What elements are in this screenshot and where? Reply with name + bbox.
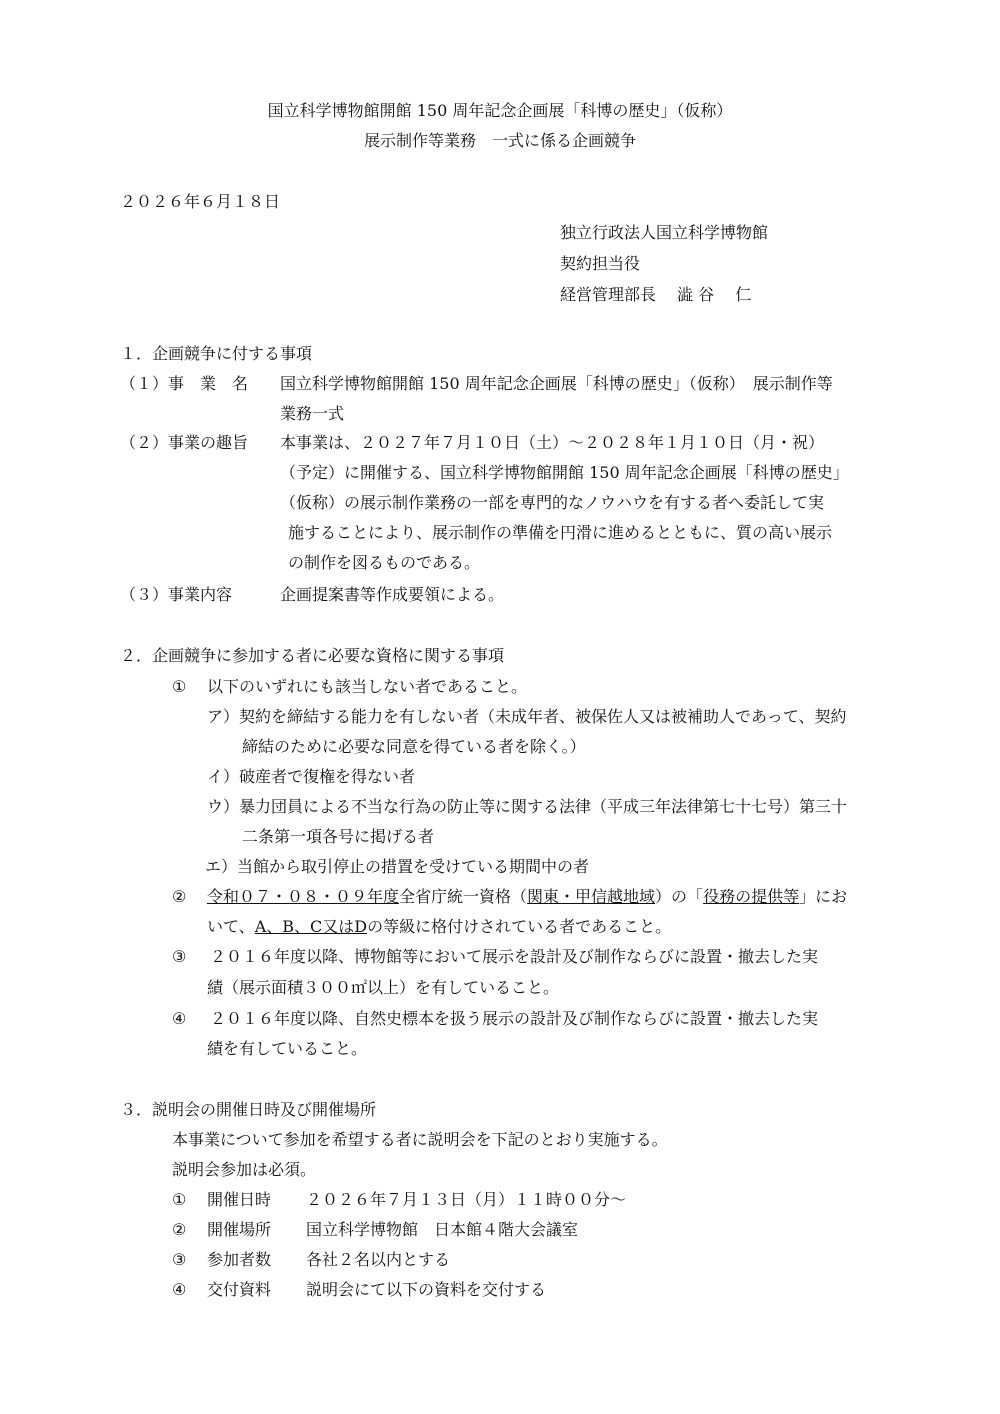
- briefing-item-value: 各社２名以内とする: [306, 1250, 451, 1269]
- issue-date: ２０２６年６月１８日: [120, 192, 281, 211]
- exclusion-i: イ）破産者で復権を得ない者: [207, 767, 416, 786]
- briefing-item-label: 参加者数: [207, 1250, 272, 1269]
- briefing-item-label: 開催日時: [207, 1190, 272, 1209]
- briefing-item-number: ③: [172, 1250, 187, 1269]
- briefing-item-number: ④: [172, 1280, 187, 1299]
- item-1-text: 業務一式: [280, 404, 345, 423]
- condition-4-text: ２０１６年度以降、自然史標本を扱う展示の設計及び制作ならびに設置・撤去した実: [210, 1009, 819, 1028]
- condition-2-number: ②: [172, 887, 187, 906]
- briefing-item-value: ２０２６年７月１３日（月）１１時００分～: [306, 1190, 627, 1209]
- briefing-item-value: 国立科学博物館 日本館４階大会議室: [306, 1220, 579, 1239]
- item-2-text: 施することにより、展示制作の準備を円滑に進めるとともに、質の高い展示: [288, 523, 833, 542]
- briefing-item-number: ②: [172, 1220, 187, 1239]
- exclusion-a: ア）契約を締結する能力を有しない者（未成年者、被保佐人又は被補助人であって、契約: [207, 707, 847, 726]
- qualification-years: 令和０７・０８・０９年度: [207, 887, 400, 906]
- briefing-item-number: ①: [172, 1190, 187, 1209]
- item-3-text: 企画提案書等作成要領による。: [280, 585, 505, 604]
- item-2-text: （予定）に開催する、国立科学博物館開館 150 周年記念企画展「科博の歴史」: [280, 463, 849, 482]
- condition-4-number: ④: [172, 1009, 187, 1028]
- condition-2-text: 令和０７・０８・０９年度全省庁統一資格（関東・甲信越地域）の「役務の提供等」にお: [207, 887, 848, 906]
- condition-4-text: 績を有していること。: [207, 1039, 368, 1058]
- condition-1-text: 以下のいずれにも該当しない者であること。: [207, 677, 528, 696]
- item-1-text: 国立科学博物館開館 150 周年記念企画展「科博の歴史」（仮称） 展示制作等: [280, 374, 833, 393]
- briefing-intro: 本事業について参加を希望する者に説明会を下記のとおり実施する。: [172, 1130, 668, 1149]
- item-1-label: （１）事 業 名: [120, 374, 249, 393]
- document-title-line-1: 国立科学博物館開館 150 周年記念企画展「科博の歴史」（仮称）: [267, 101, 733, 120]
- qualification-grades: A、B、C又はD: [254, 917, 368, 936]
- briefing-item-label: 開催場所: [207, 1220, 272, 1239]
- item-2-text: （仮称）の展示制作業務の一部を専門的なノウハウを有する者へ委託して実: [280, 493, 825, 512]
- section-1-heading: １．企画競争に付する事項: [120, 344, 313, 363]
- item-3-label: （３）事業内容: [120, 585, 233, 604]
- issuer-role: 契約担当役: [560, 254, 641, 273]
- exclusion-u: 二条第一項各号に掲げる者: [242, 827, 435, 846]
- item-2-text: の制作を図るものである。: [288, 553, 481, 572]
- qualification-category: 役務の提供等: [703, 887, 800, 906]
- section-3-heading: ３．説明会の開催日時及び開催場所: [120, 1100, 377, 1119]
- briefing-item-label: 交付資料: [207, 1280, 272, 1299]
- condition-3-text: ２０１６年度以降、博物館等において展示を設計及び制作ならびに設置・撤去した実: [210, 947, 819, 966]
- issuer-organization: 独立行政法人国立科学博物館: [560, 223, 769, 242]
- exclusion-e: エ）当館から取引停止の措置を受けている期間中の者: [205, 857, 590, 876]
- section-2-heading: ２．企画競争に参加する者に必要な資格に関する事項: [120, 646, 505, 665]
- condition-3-text: 績（展示面積３００㎡以上）を有していること。: [207, 978, 560, 997]
- qualification-region: 関東・甲信越地域: [527, 887, 656, 906]
- item-2-label: （２）事業の趣旨: [120, 433, 249, 452]
- briefing-item-value: 説明会にて以下の資料を交付する: [306, 1280, 547, 1299]
- issuer-name: 経営管理部長 澁 谷 仁: [560, 285, 752, 304]
- item-2-text: 本事業は、２０２７年７月１０日（土）～２０２８年１月１０日（月・祝）: [280, 433, 825, 452]
- exclusion-u: ウ）暴力団員による不当な行為の防止等に関する法律（平成三年法律第七十七号）第三十: [207, 797, 848, 816]
- briefing-intro: 説明会参加は必須。: [172, 1160, 317, 1179]
- condition-3-number: ③: [172, 947, 187, 966]
- document-title-line-2: 展示制作等業務 一式に係る企画競争: [363, 131, 636, 150]
- condition-1-number: ①: [172, 677, 187, 696]
- exclusion-a: 締結のために必要な同意を得ている者を除く。）: [242, 737, 586, 756]
- condition-2-text: いて、A、B、C又はDの等級に格付けされている者であること。: [207, 917, 672, 936]
